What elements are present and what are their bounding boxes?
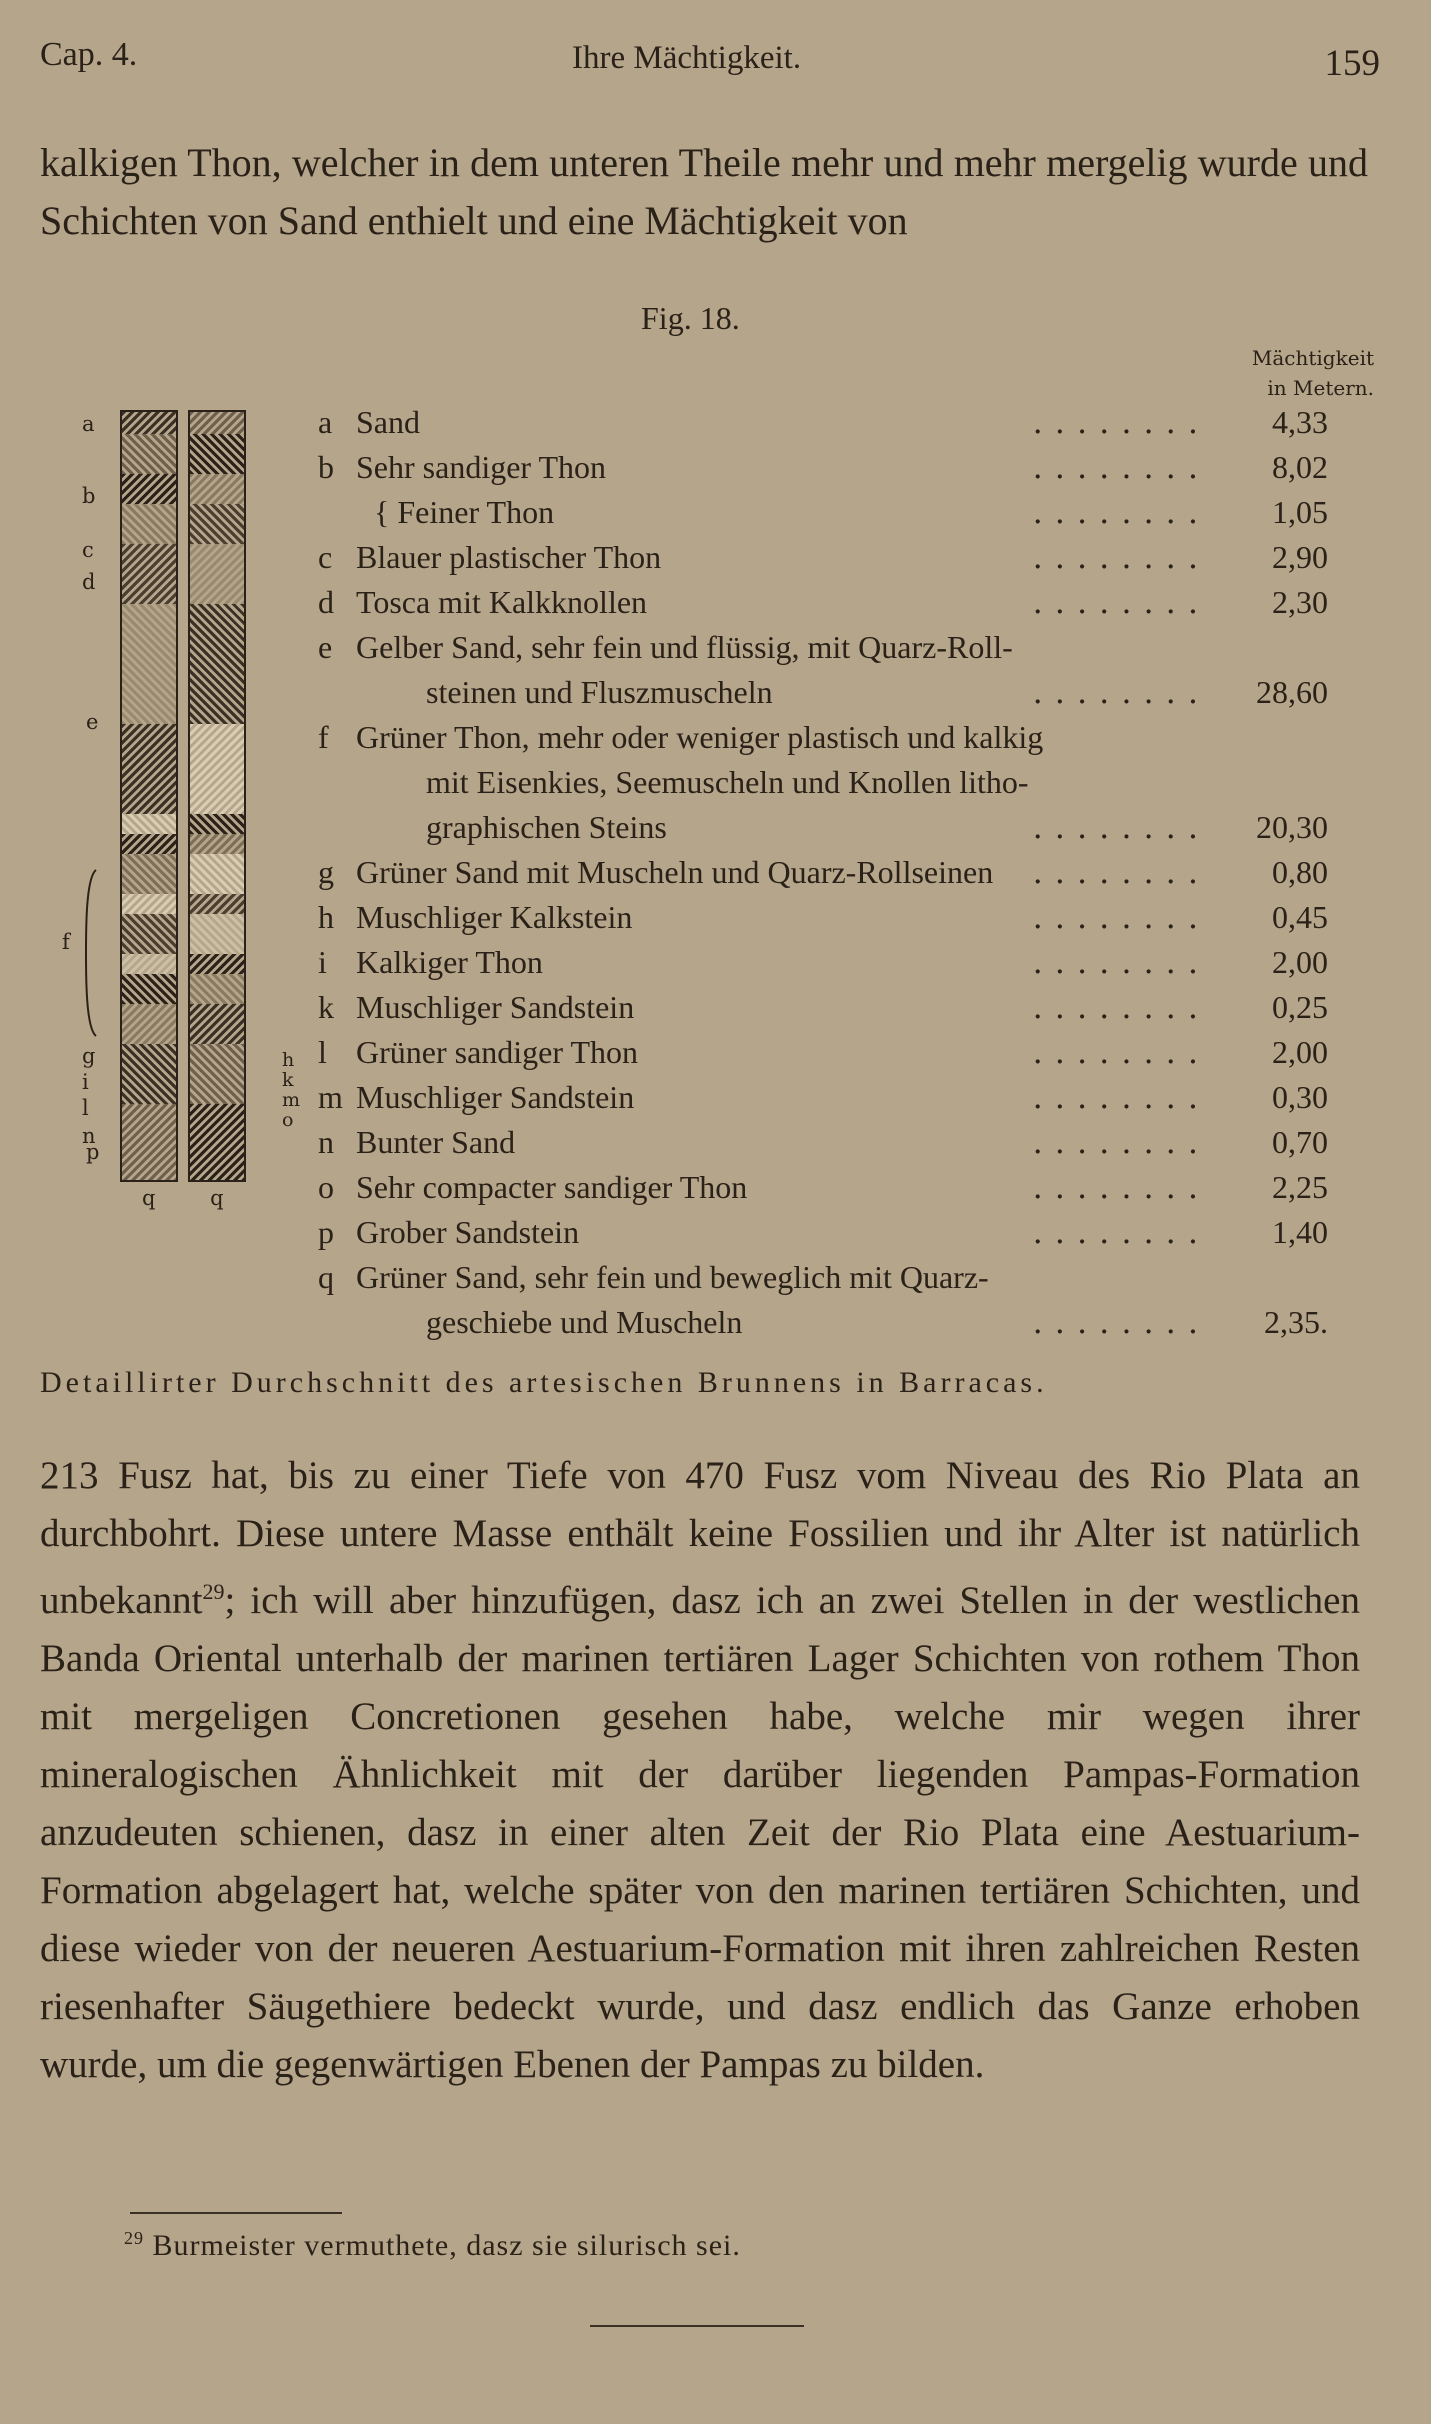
dot-leader: ........ [1032,1303,1210,1341]
side-letter: d [82,570,96,594]
stratum-row [318,760,1328,805]
stratum-row [318,1165,1328,1210]
dot-leader: ........ [1032,853,1210,891]
side-letter: p [86,1140,100,1164]
stratum-row [318,490,1328,535]
stratum-letter: h [318,899,334,935]
dot-leader: ........ [1032,1213,1210,1251]
f-brace-icon [82,868,98,1038]
side-letter: g [82,1044,96,1068]
stratum-row [318,580,1328,625]
side-letter: l [82,1096,89,1120]
side-letter: i [82,1070,89,1094]
stratum-band [122,504,176,544]
end-rule [590,2325,804,2327]
body-text-part2: ; ich will aber hinzufügen, dasz ich an zwei Stellen in der westlichen Banda Oriental unterhalb der marinen tertiären Lager Schichten von rothem Thon mit mergeligen Concretionen gesehen habe, welche mir wegen ihrer mineralogischen Ähnlichkeit mit der darüber liegenden Pampas-Formation anzudeuten schienen, dasz in einer alten Zeit der Rio Plata eine Aestuarium-Formation abgelagert hat, welche später von den marinen tertiären Schichten, und diese wieder von der neueren Aestuarium-Formation mit ihren zahlreichen Resten riesenhafter Säugethiere bedeckt wurde, und dasz endlich das Ganze erhoben wurde, um die gegenwärtigen Ebenen der Pampas zu bilden. [40,1579,1360,2086]
stratum-thickness: 8,02 [1272,449,1328,485]
stratum-band [122,412,176,434]
stratum-band [122,604,176,724]
stratum-thickness: 1,40 [1272,1214,1328,1250]
body-paragraph [40,1447,1360,2094]
stratum-description: Grüner Sand, sehr fein und beweglich mit Quarz- [356,1259,989,1295]
stratum-row [318,400,1328,445]
stratum-band [122,894,176,914]
stratum-description: Blauer plastischer Thon [356,539,662,575]
stratum-band [122,814,176,834]
footnote-divider [130,2212,342,2214]
column-mid-letters [282,1050,300,1130]
column-side-letters [62,410,116,1190]
chapter-label: Cap. 4. [40,36,138,73]
stratum-row [318,850,1328,895]
stratum-description: Grüner sandiger Thon [356,1034,638,1070]
stratum-description: Grober Sandstein [356,1214,580,1250]
stratum-letter: m [318,1079,343,1115]
stratum-band [122,854,176,894]
stratum-row [318,445,1328,490]
dot-leader: ........ [1032,538,1210,576]
dot-leader: ........ [1032,988,1210,1026]
footnote-text: Burmeister vermuthete, dasz sie silurisch sei. [144,2229,741,2262]
body-text-part1: 213 Fusz hat, bis zu einer Tiefe von 470 Fusz vom Niveau des Rio Plata an durchbohrt. Diese untere Masse enthält keine Fossilien und ihr Alter ist natürlich unbekannt [40,1454,1360,1622]
stratum-thickness: 2,00 [1272,1034,1328,1070]
stratum-letter: a [318,404,333,440]
stratum-thickness: 4,33 [1272,404,1328,440]
stratum-band [122,1044,176,1104]
stratum-description: mit Eisenkies, Seemuscheln und Knollen litho- [426,764,1029,800]
stratum-band [122,474,176,504]
stratum-band [190,814,244,834]
stratum-description: Muschliger Kalkstein [356,899,633,935]
stratum-description: Sehr compacter sandiger Thon [356,1169,748,1205]
stratum-thickness: 0,70 [1272,1124,1328,1160]
figure-title: Fig. 18. [641,300,740,336]
stratum-band [190,914,244,954]
footnote-number: 29 [124,2228,144,2248]
stratum-band [190,894,244,914]
stratum-description: geschiebe und Muscheln [426,1304,743,1340]
stratum-row [318,1210,1328,1255]
stratum-description: graphischen Steins [426,809,667,845]
stratum-thickness: 2,25 [1272,1169,1328,1205]
dot-leader: ........ [1032,808,1210,846]
stratum-band [190,604,244,724]
page-number: 159 [1324,43,1380,84]
stratum-band [190,544,244,604]
stratum-band [190,974,244,1004]
stratum-row [318,1300,1328,1345]
stratum-letter: n [318,1124,334,1160]
stratum-band [190,434,244,474]
unit-header-line1: Mächtigkeit [1251,346,1374,370]
stratum-letter: d [318,584,334,620]
stratum-row [318,805,1328,850]
stratum-band [122,1004,176,1044]
stratum-band [190,474,244,504]
stratum-band [122,914,176,954]
stratum-thickness: 0,80 [1272,854,1328,890]
stratum-description: Sand [356,404,420,440]
footnote [124,2228,741,2263]
stratum-thickness: 0,30 [1272,1079,1328,1115]
stratum-letter: o [318,1169,334,1205]
stratum-thickness: 0,45 [1272,899,1328,935]
stratum-row [318,670,1328,715]
stratum-letter: l [318,1034,327,1070]
stratum-thickness: 2,30 [1272,584,1328,620]
stratum-thickness: 1,05 [1272,494,1328,530]
stratum-band [122,724,176,814]
stratum-row [318,625,1328,670]
stratum-letter: e [318,629,333,665]
unit-header-line2: in Metern. [1267,376,1374,400]
dot-leader: ........ [1032,1033,1210,1071]
stratum-band [122,434,176,474]
dot-leader: ........ [1032,448,1210,486]
stratum-description: Bunter Sand [356,1124,516,1160]
dot-leader: ........ [1032,1078,1210,1116]
stratum-description: Kalkiger Thon [356,944,543,980]
dot-leader: ........ [1032,673,1210,711]
side-letter: b [82,484,96,508]
stratum-band [190,834,244,854]
running-title: Ihre Mächtigkeit. [572,40,802,76]
section-column-right [188,410,246,1182]
stratum-letter: q [318,1259,334,1295]
stratum-row [318,535,1328,580]
stratum-description: steinen und Fluszmuscheln [426,674,773,710]
figure-caption: Detaillirter Durchschnitt des artesischen Brunnens in Barracas. [40,1366,1048,1399]
dot-leader: ........ [1032,493,1210,531]
dot-leader: ........ [1032,1123,1210,1161]
thickness-unit-header [1214,343,1374,403]
stratum-letter: b [318,449,334,485]
stratum-row [318,1075,1328,1120]
stratum-band [190,1044,244,1104]
side-letter: a [82,412,95,436]
footnote-reference[interactable]: 29 [202,1579,225,1604]
stratum-description: Gelber Sand, sehr fein und flüssig, mit Quarz-Roll- [356,629,1013,665]
stratum-thickness: 28,60 [1256,674,1328,710]
page-header [40,36,1380,86]
dot-leader: ........ [1032,583,1210,621]
intro-paragraph: kalkigen Thon, welcher in dem unteren Theile mehr und mehr mergelig wurde und Schichten von Sand enthielt und eine Mächtigkeit von [40,140,1368,243]
stratum-band [190,1004,244,1044]
stratum-thickness: 20,30 [1256,809,1328,845]
side-letter: n [82,1124,96,1148]
stratum-description: Muschliger Sandstein [356,1079,635,1115]
stratum-letter: f [318,719,329,755]
q-labels: q q [142,1186,224,1210]
stratum-band [190,854,244,894]
stratum-letter: k [318,989,334,1025]
stratum-description: Grüner Thon, mehr oder weniger plastisch und kalkig [356,719,1044,755]
stratum-description: Tosca mit Kalkknollen [356,584,648,620]
stratum-letter: p [318,1214,334,1250]
stratum-band [190,1104,244,1182]
stratum-description: Muschliger Sandstein [356,989,635,1025]
stratum-thickness: 2,90 [1272,539,1328,575]
stratum-letter: g [318,854,334,890]
stratum-band [190,954,244,974]
stratum-description: { Feiner Thon [374,494,555,530]
stratum-row [318,940,1328,985]
stratum-row [318,985,1328,1030]
stratum-row [318,715,1328,760]
stratum-description: Sehr sandiger Thon [356,449,607,485]
side-letter: c [82,538,94,562]
stratum-thickness: 0,25 [1272,989,1328,1025]
stratum-band [122,954,176,974]
stratum-band [122,834,176,854]
stratum-band [190,724,244,814]
dot-leader: ........ [1032,943,1210,981]
mid-letter: m [282,1089,301,1111]
side-letter: f [62,930,70,954]
stratum-letter: c [318,539,333,575]
mid-letter: k [282,1069,294,1091]
stratum-letter: i [318,944,327,980]
stratum-row [318,1030,1328,1075]
mid-letter: o [282,1109,294,1131]
section-column-left [120,410,178,1182]
side-letter: e [86,710,99,734]
stratum-row [318,1120,1328,1165]
stratum-row [318,1255,1328,1300]
stratum-band [122,544,176,604]
mid-letter: h [282,1049,295,1071]
dot-leader: ........ [1032,898,1210,936]
stratum-band [122,1104,176,1182]
stratum-band [122,974,176,1004]
stratum-row [318,895,1328,940]
dot-leader: ........ [1032,1168,1210,1206]
borehole-section-diagram [120,410,260,1182]
strata-table [318,400,1328,1345]
stratum-thickness: 2,00 [1272,944,1328,980]
stratum-thickness: 2,35. [1264,1304,1328,1340]
dot-leader: ........ [1032,403,1210,441]
stratum-description: Grüner Sand mit Muscheln und Quarz-Rollseinen [356,854,994,890]
stratum-band [190,504,244,544]
stratum-band [190,412,244,434]
